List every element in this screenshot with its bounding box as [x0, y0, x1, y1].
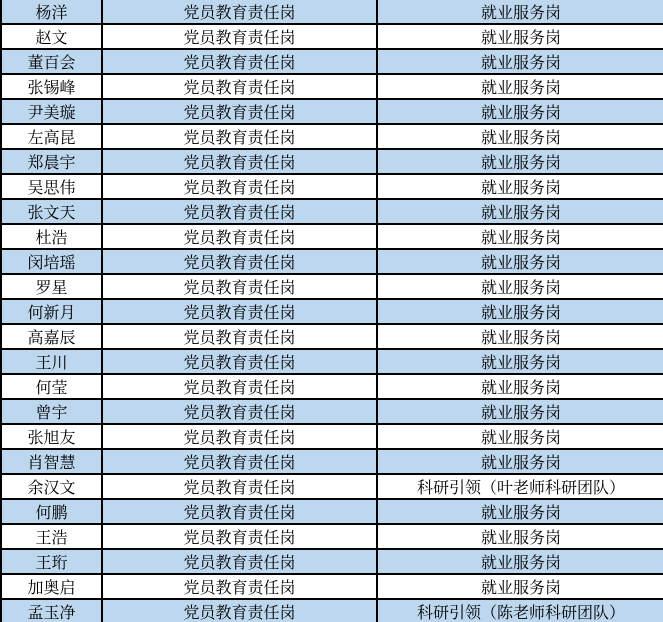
- table-row: [1, 199, 663, 224]
- cell-post1[interactable]: 党员教育责任岗: [102, 24, 377, 49]
- cell-name[interactable]: 加奥启: [1, 574, 102, 599]
- cell-post2[interactable]: 就业服务岗: [377, 74, 663, 99]
- cell-post1[interactable]: 党员教育责任岗: [102, 124, 377, 149]
- cell-post1[interactable]: 党员教育责任岗: [102, 599, 377, 622]
- cell-post1[interactable]: 党员教育责任岗: [102, 199, 377, 224]
- cell-post1[interactable]: 党员教育责任岗: [102, 49, 377, 74]
- cell-name[interactable]: 王珩: [1, 549, 102, 574]
- table-row: [1, 449, 663, 474]
- cell-post2[interactable]: 就业服务岗: [377, 149, 663, 174]
- table-row: [1, 274, 663, 299]
- cell-post2[interactable]: 就业服务岗: [377, 299, 663, 324]
- table-row: [1, 174, 663, 199]
- cell-post1[interactable]: 党员教育责任岗: [102, 374, 377, 399]
- cell-post2[interactable]: 科研引领（陈老师科研团队）: [377, 599, 663, 622]
- table-row: [1, 99, 663, 124]
- cell-post1[interactable]: 党员教育责任岗: [102, 449, 377, 474]
- cell-post2[interactable]: 就业服务岗: [377, 174, 663, 199]
- cell-post1[interactable]: 党员教育责任岗: [102, 99, 377, 124]
- cell-name[interactable]: 肖智慧: [1, 449, 102, 474]
- cell-name[interactable]: 郑晨宇: [1, 149, 102, 174]
- cell-name[interactable]: 张锡峰: [1, 74, 102, 99]
- cell-post2[interactable]: 就业服务岗: [377, 424, 663, 449]
- cell-post2[interactable]: 就业服务岗: [377, 324, 663, 349]
- cell-post2[interactable]: 就业服务岗: [377, 99, 663, 124]
- cell-name[interactable]: 高嘉辰: [1, 324, 102, 349]
- cell-post1[interactable]: 党员教育责任岗: [102, 549, 377, 574]
- cell-post1[interactable]: 党员教育责任岗: [102, 574, 377, 599]
- cell-post2[interactable]: 就业服务岗: [377, 124, 663, 149]
- table-row: [1, 0, 663, 24]
- cell-name[interactable]: 孟玉净: [1, 599, 102, 622]
- table-row: [1, 549, 663, 574]
- table-row: [1, 49, 663, 74]
- cell-post1[interactable]: 党员教育责任岗: [102, 274, 377, 299]
- cell-name[interactable]: 何莹: [1, 374, 102, 399]
- table-row: [1, 24, 663, 49]
- cell-name[interactable]: 赵文: [1, 24, 102, 49]
- table-row: [1, 424, 663, 449]
- table-row: [1, 149, 663, 174]
- cell-post2[interactable]: 就业服务岗: [377, 449, 663, 474]
- cell-post2[interactable]: 就业服务岗: [377, 0, 663, 24]
- cell-post1[interactable]: 党员教育责任岗: [102, 349, 377, 374]
- cell-post2[interactable]: 就业服务岗: [377, 199, 663, 224]
- table-row: [1, 574, 663, 599]
- cell-post1[interactable]: 党员教育责任岗: [102, 324, 377, 349]
- cell-post1[interactable]: 党员教育责任岗: [102, 249, 377, 274]
- cell-post2[interactable]: 就业服务岗: [377, 499, 663, 524]
- cell-name[interactable]: 闵培瑶: [1, 249, 102, 274]
- cell-name[interactable]: 何新月: [1, 299, 102, 324]
- table-row: [1, 124, 663, 149]
- cell-post2[interactable]: 就业服务岗: [377, 349, 663, 374]
- cell-post2[interactable]: 就业服务岗: [377, 249, 663, 274]
- table-row: [1, 224, 663, 249]
- cell-name[interactable]: 左高昆: [1, 124, 102, 149]
- cell-name[interactable]: 余汉文: [1, 474, 102, 499]
- cell-post2[interactable]: 就业服务岗: [377, 24, 663, 49]
- table-row: [1, 349, 663, 374]
- cell-post2[interactable]: 就业服务岗: [377, 524, 663, 549]
- table-row: [1, 599, 663, 622]
- cell-post2[interactable]: 就业服务岗: [377, 49, 663, 74]
- cell-post1[interactable]: 党员教育责任岗: [102, 474, 377, 499]
- cell-post1[interactable]: 党员教育责任岗: [102, 174, 377, 199]
- cell-post1[interactable]: 党员教育责任岗: [102, 424, 377, 449]
- table-row: [1, 499, 663, 524]
- cell-post1[interactable]: 党员教育责任岗: [102, 224, 377, 249]
- table-row: [1, 74, 663, 99]
- cell-post1[interactable]: 党员教育责任岗: [102, 499, 377, 524]
- table-row: [1, 324, 663, 349]
- cell-name[interactable]: 杜浩: [1, 224, 102, 249]
- cell-name[interactable]: 王浩: [1, 524, 102, 549]
- table-row: [1, 299, 663, 324]
- cell-name[interactable]: 何鹏: [1, 499, 102, 524]
- table-row: [1, 474, 663, 499]
- cell-post2[interactable]: 科研引领（叶老师科研团队）: [377, 474, 663, 499]
- cell-name[interactable]: 张旭友: [1, 424, 102, 449]
- table-row: [1, 524, 663, 549]
- cell-name[interactable]: 吴思伟: [1, 174, 102, 199]
- table-row: [1, 374, 663, 399]
- cell-name[interactable]: 尹美璇: [1, 99, 102, 124]
- cell-post2[interactable]: 就业服务岗: [377, 574, 663, 599]
- cell-name[interactable]: 董百会: [1, 49, 102, 74]
- cell-name[interactable]: 曾宇: [1, 399, 102, 424]
- cell-post2[interactable]: 就业服务岗: [377, 374, 663, 399]
- cell-post2[interactable]: 就业服务岗: [377, 399, 663, 424]
- cell-post1[interactable]: 党员教育责任岗: [102, 0, 377, 24]
- cell-name[interactable]: 王川: [1, 349, 102, 374]
- cell-post2[interactable]: 就业服务岗: [377, 274, 663, 299]
- table-row: [1, 399, 663, 424]
- cell-name[interactable]: 杨洋: [1, 0, 102, 24]
- cell-post2[interactable]: 就业服务岗: [377, 549, 663, 574]
- cell-post1[interactable]: 党员教育责任岗: [102, 399, 377, 424]
- cell-post2[interactable]: 就业服务岗: [377, 224, 663, 249]
- table-row: [1, 249, 663, 274]
- cell-name[interactable]: 罗星: [1, 274, 102, 299]
- cell-post1[interactable]: 党员教育责任岗: [102, 524, 377, 549]
- cell-post1[interactable]: 党员教育责任岗: [102, 149, 377, 174]
- cell-post1[interactable]: 党员教育责任岗: [102, 299, 377, 324]
- roster-table-body: [1, 0, 663, 622]
- cell-name[interactable]: 张文天: [1, 199, 102, 224]
- cell-post1[interactable]: 党员教育责任岗: [102, 74, 377, 99]
